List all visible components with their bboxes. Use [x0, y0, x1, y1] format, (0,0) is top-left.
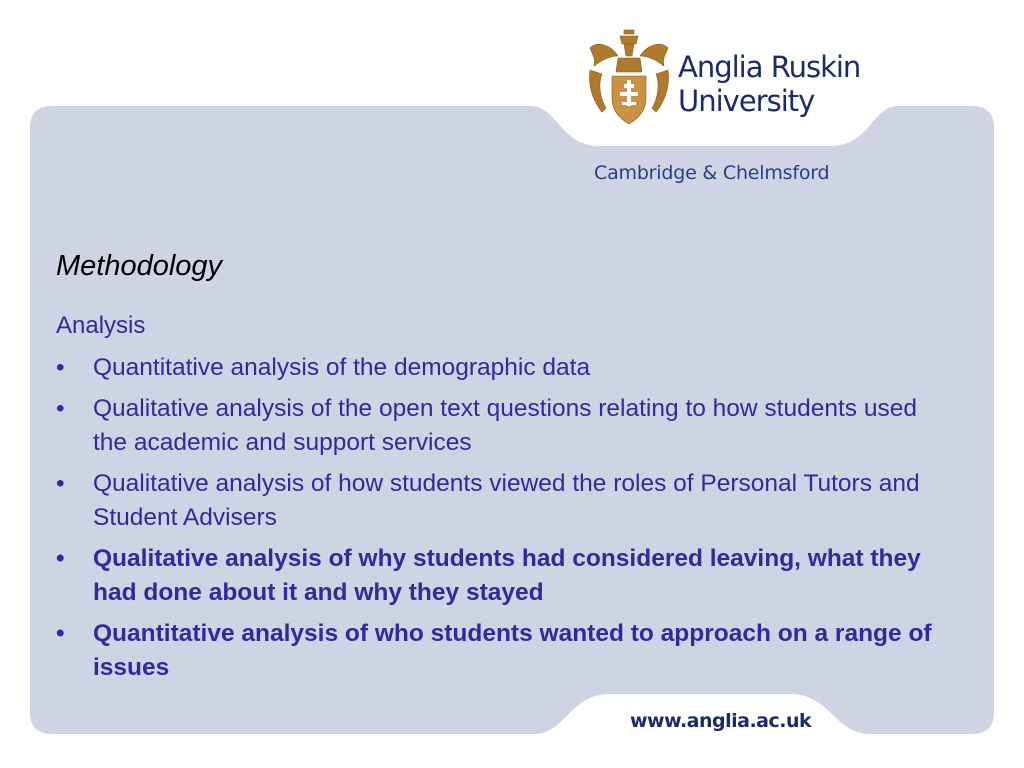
- bullet-item: [56, 467, 956, 535]
- bullet-marker: •: [56, 620, 65, 647]
- bullet-marker: •: [56, 470, 65, 497]
- bullet-text: Quantitative analysis of who students wanted to approach on a range of issues: [93, 620, 932, 681]
- bullet-text: Qualitative analysis of the open text questions relating to how students used the academic and support services: [93, 395, 917, 456]
- bullet-item: [56, 392, 956, 460]
- bullet-item: [56, 617, 956, 685]
- university-name-line2: University: [678, 84, 815, 118]
- bullet-marker: •: [56, 395, 65, 422]
- footer-url: www.anglia.ac.uk: [630, 710, 812, 732]
- slide-title: Methodology: [56, 250, 223, 282]
- bullet-text: Qualitative analysis of why students had considered leaving, what they had done about it and why they stayed: [93, 545, 921, 606]
- university-name-line1: Anglia Ruskin: [678, 50, 861, 84]
- bullet-text: Qualitative analysis of how students viewed the roles of Personal Tutors and Student Advisers: [93, 470, 920, 531]
- slide-subheading: Analysis: [56, 312, 146, 339]
- bullet-text: Quantitative analysis of the demographic data: [93, 354, 591, 381]
- bullet-marker: •: [56, 354, 65, 381]
- university-name: [678, 50, 860, 118]
- bullet-list: [56, 351, 956, 692]
- bullet-marker: •: [56, 545, 65, 572]
- university-crest-icon: [584, 26, 674, 128]
- bullet-item: [56, 542, 956, 610]
- campus-label: Cambridge & Chelmsford: [594, 162, 830, 184]
- bullet-item: [56, 351, 956, 385]
